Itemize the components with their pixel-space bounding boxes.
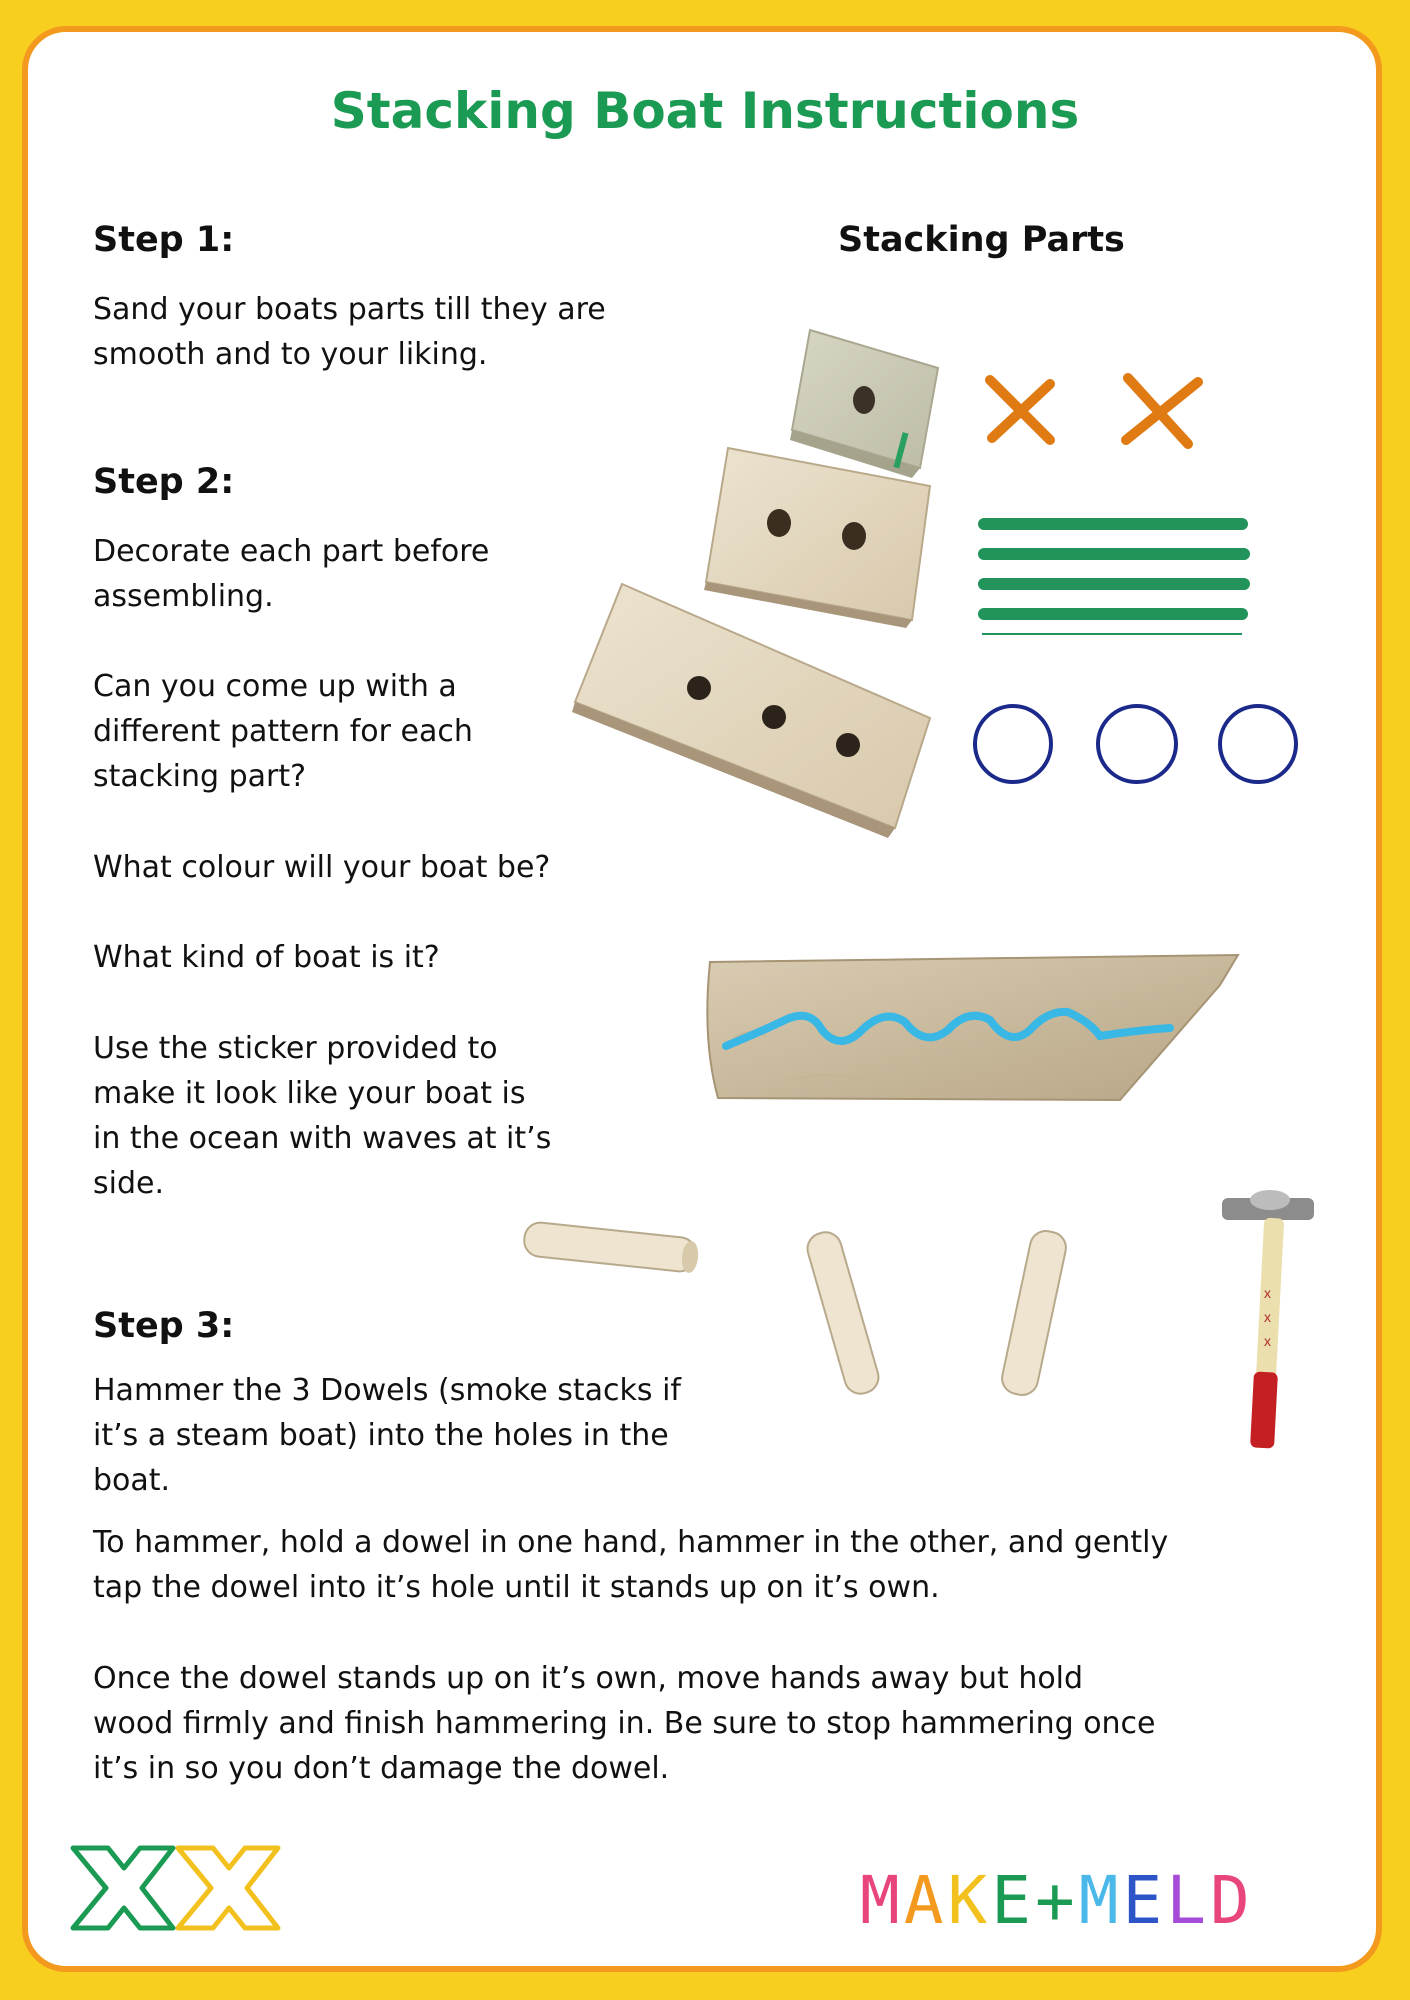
- small-block-part: [790, 330, 938, 478]
- step-1-heading: Step 1:: [93, 220, 235, 260]
- boat-hull-part: [707, 955, 1238, 1100]
- page-title: Stacking Boat Instructions: [330, 82, 1080, 140]
- wordmark-letter: L: [1166, 1862, 1210, 1939]
- dowel-part-3: [999, 1228, 1069, 1398]
- brand-wordmark: [860, 1862, 1254, 1939]
- cross-pattern-icon: [980, 370, 1220, 460]
- step-2-text-colour: What colour will your boat be?: [93, 850, 551, 885]
- step-2-text-kind: What kind of boat is it?: [93, 940, 440, 975]
- xx-logo-icon: [68, 1842, 293, 1937]
- dowel-part-2: [804, 1229, 882, 1398]
- wordmark-letter: E: [991, 1862, 1035, 1939]
- svg-text:x: x: [1264, 1333, 1271, 1349]
- step-2-text-decorate: Decorate each part before assembling.: [93, 534, 490, 614]
- step-3-text-finish: Once the dowel stands up on it’s own, move hands away but hold wood firmly and finish hammering in. Be sure to stop hammering once it’s in so you don’t damage the dowel.: [93, 1661, 1156, 1786]
- step-1-text: Sand your boats parts till they are smooth and to your liking.: [93, 292, 606, 372]
- wordmark-letters: [860, 1862, 1254, 1939]
- wordmark-letter: E: [1122, 1862, 1167, 1939]
- circle-pattern-icon: [970, 700, 1310, 790]
- step-2-text-sticker: Use the sticker provided to make it look like your boat is in the ocean with waves at it’s side.: [93, 1031, 552, 1201]
- svg-text:x: x: [1264, 1285, 1271, 1301]
- wordmark-letter: K: [947, 1862, 992, 1939]
- step-3-text-hammer: Hammer the 3 Dowels (smoke stacks if it’s a steam boat) into the holes in the boat.: [93, 1373, 681, 1498]
- stripe-pattern-icon: [980, 510, 1250, 640]
- medium-block-part: [704, 448, 930, 628]
- hammer-icon: [1222, 1190, 1314, 1449]
- wordmark-letter: D: [1210, 1862, 1254, 1939]
- dowel-part-1: [523, 1221, 700, 1274]
- wordmark-letter: M: [860, 1862, 904, 1939]
- wordmark-letter: A: [903, 1862, 948, 1939]
- parts-heading: Stacking Parts: [838, 220, 1125, 260]
- wordmark-letter: +: [1035, 1862, 1079, 1939]
- step-3-heading: Step 3:: [93, 1306, 235, 1346]
- step-2-heading: Step 2:: [93, 462, 235, 502]
- wordmark-letter: M: [1078, 1862, 1123, 1939]
- step-2-text-pattern: Can you come up with a different pattern for each stacking part?: [93, 669, 473, 794]
- step-3-text-how: To hammer, hold a dowel in one hand, hammer in the other, and gently tap the dowel into it’s hole until it stands up on it’s own.: [93, 1525, 1169, 1605]
- svg-text:x: x: [1264, 1309, 1271, 1325]
